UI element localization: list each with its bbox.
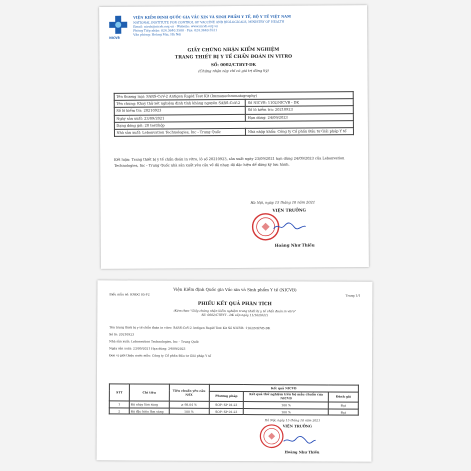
table-cell: Số lô kiểm tra: 20210923 [246, 106, 354, 114]
nicvb-logo-icon [108, 15, 128, 35]
logo-text: NICVB [109, 35, 120, 40]
signer-name: Hoàng Như Thiều [274, 242, 315, 248]
certificate-title: GIẤY CHỨNG NHẬN KIỂM NGHIỆM [187, 47, 280, 54]
institute-name: VIỆN KIỂM ĐỊNH QUỐC GIA VẮC XIN VÀ SINH PHẨM Y TẾ, BỘ Y TẾ VIỆT NAM [133, 14, 291, 20]
sign-date: Hà Nội, ngày 15 tháng 10 năm 2021 [250, 200, 316, 205]
report-sign-date: Hà Nội, ngày 15 tháng 10 năm 2021 [264, 418, 321, 423]
table-cell: Ngày sản xuất: 23/09/2021 [114, 114, 245, 122]
column-group-header: Kết quả NICVB [209, 384, 358, 391]
lot-number: Số lô: 20210923 [109, 332, 135, 337]
report-header: Viện Kiểm định Quốc gia Vắc xin và Sinh phẩm Y tế (NICVB) [173, 286, 297, 293]
table-cell: Đạt [328, 402, 358, 409]
table-cell: ≥ 98.04 % [169, 401, 209, 408]
table-cell: SOP: SP 01-23 [209, 402, 244, 409]
table-cell: 2 [109, 408, 129, 415]
table-cell: Đạt [328, 409, 358, 416]
column-header: Phương pháp [209, 391, 244, 402]
table-cell: 100 % [244, 402, 329, 409]
table-cell: Số NICVB: 1102/NICVB - DK [246, 99, 354, 107]
table-cell: SOP: SP 01-23 [209, 408, 244, 415]
certificate-page [99, 5, 369, 269]
page-number: Trang 1/1 [345, 293, 361, 298]
column-header: Tiêu chuẩn yêu cầu NSX [169, 384, 209, 401]
device-name: Tên trang thiết bị y tế chẩn đoán in vitro: SARS-CoV-2 Antigen Rapid Test Kit Số NICVB: 1102/NICVB-DK [109, 325, 271, 331]
signer-role: VIỆN TRƯỞNG [272, 207, 306, 213]
table-cell: Nhà sản xuất: Lebonvation Technologies, Inc - Trung Quốc [114, 128, 245, 136]
institute-phone: Phòng Tiếp nhận: 024.3640.3500 - Fax: 024.3640.3521 [133, 28, 218, 33]
table-row [114, 128, 353, 137]
table-row [109, 408, 358, 416]
report-subtitle-1: (Kèm theo "Giấy chứng nhận kiểm nghiệm trang thiết bị y tế chẩn đoán in vitro" [173, 308, 296, 314]
certificate-subtitle: (Chứng nhận này chỉ có giá trị đăng ký) [198, 68, 269, 74]
results-table [109, 383, 359, 416]
table-cell: 100 % [244, 408, 329, 415]
signature-icon [273, 221, 307, 231]
table-cell: Nhà nhập khẩu: Công ty Cổ phần Đầu tư Giải pháp Y tế [246, 128, 354, 136]
institute-address: Văn phòng: Hoàng Mai, Hà Nội [133, 32, 182, 37]
report-title: PHIẾU KẾT QUẢ PHÂN TÍCH [197, 301, 272, 308]
conclusion-paragraph: Kết luận: Trang thiết bị y tế chẩn đoán in vitro, lô số 20210923, sản xuất ngày 23/09/2021 hạn dùng 24/09/2023 của Lebonvation Technologies, Inc - Trung Quốc nhà sản xuất yêu cầu về độ nhạy, độ đặc hiệu để đăng ký lưu hành. [114, 156, 345, 168]
table-cell: Hạn dùng: 24/09/2023 [246, 113, 354, 121]
institute-name-en: NATIONAL INSTITUTE FOR CONTROL OF VACCINE AND BIOLOGICALS, MINISTRY OF HEALTH [133, 19, 285, 25]
column-header: STT [109, 384, 129, 401]
form-code: Biểu mẫu số: KNĐG 05-F2 [109, 292, 150, 297]
table-cell: Độ đặc hiệu lâm sàng [129, 408, 169, 415]
report-subtitle-2: Số: 0002/CTBYT - DK cấp ngày 11/10/2021) [201, 312, 269, 318]
report-signer-name: Hoàng Như Thiều [284, 450, 320, 455]
certificate-number: SỐ: 0002/CTBYT-DK [210, 61, 257, 68]
table-cell: Độ nhạy lâm sàng [129, 401, 169, 408]
sample-provider: Đơn vị giới thiệu nước mẫu: Công ty Cổ phần Đầu tư Giải pháp Y tế [109, 353, 212, 358]
column-header: Kết quả thử nghiệm trên bộ mẫu chuẩn của NICVB [244, 391, 329, 402]
column-header: Chỉ tiêu [129, 384, 169, 401]
table-cell: Tên chung: Khay thử xét nghiệm định tính kháng nguyên SARS-CoV-2 [114, 100, 245, 108]
table-cell: Dạng đóng gói: 20 test/hộp [114, 120, 353, 129]
table-cell: Số lô kiểm tra: 20210923 [114, 107, 245, 115]
manufacture-dates: Ngày sản xuất: 23/09/2021 Hạn dùng: 24/09/2023 [109, 346, 186, 351]
table-cell: 1 [109, 401, 129, 408]
certificate-info-table [114, 91, 354, 137]
table-cell: Tên thương mại: SARS-CoV-2 Antigen Rapid Test Kit (Immunochromatography) [114, 92, 353, 101]
table-cell: 100 % [169, 408, 209, 415]
signature-icon [283, 435, 317, 445]
manufacturer: Nhà sản xuất: Lebonvation Technologies, Inc – Trung Quốc [109, 339, 200, 344]
red-stamp-icon [259, 423, 285, 449]
report-signer-role: VIỆN TRƯỞNG [282, 424, 312, 429]
column-header: Đánh giá [328, 392, 358, 403]
institute-contact: Email: nicvb@nicvb.org.vn · Website: www.nicvb.org.vn [133, 24, 219, 29]
analysis-report-page [97, 280, 373, 461]
certificate-title-2: TRANG THIẾT BỊ Y TẾ CHẨN ĐOÁN IN VITRO [174, 54, 293, 61]
